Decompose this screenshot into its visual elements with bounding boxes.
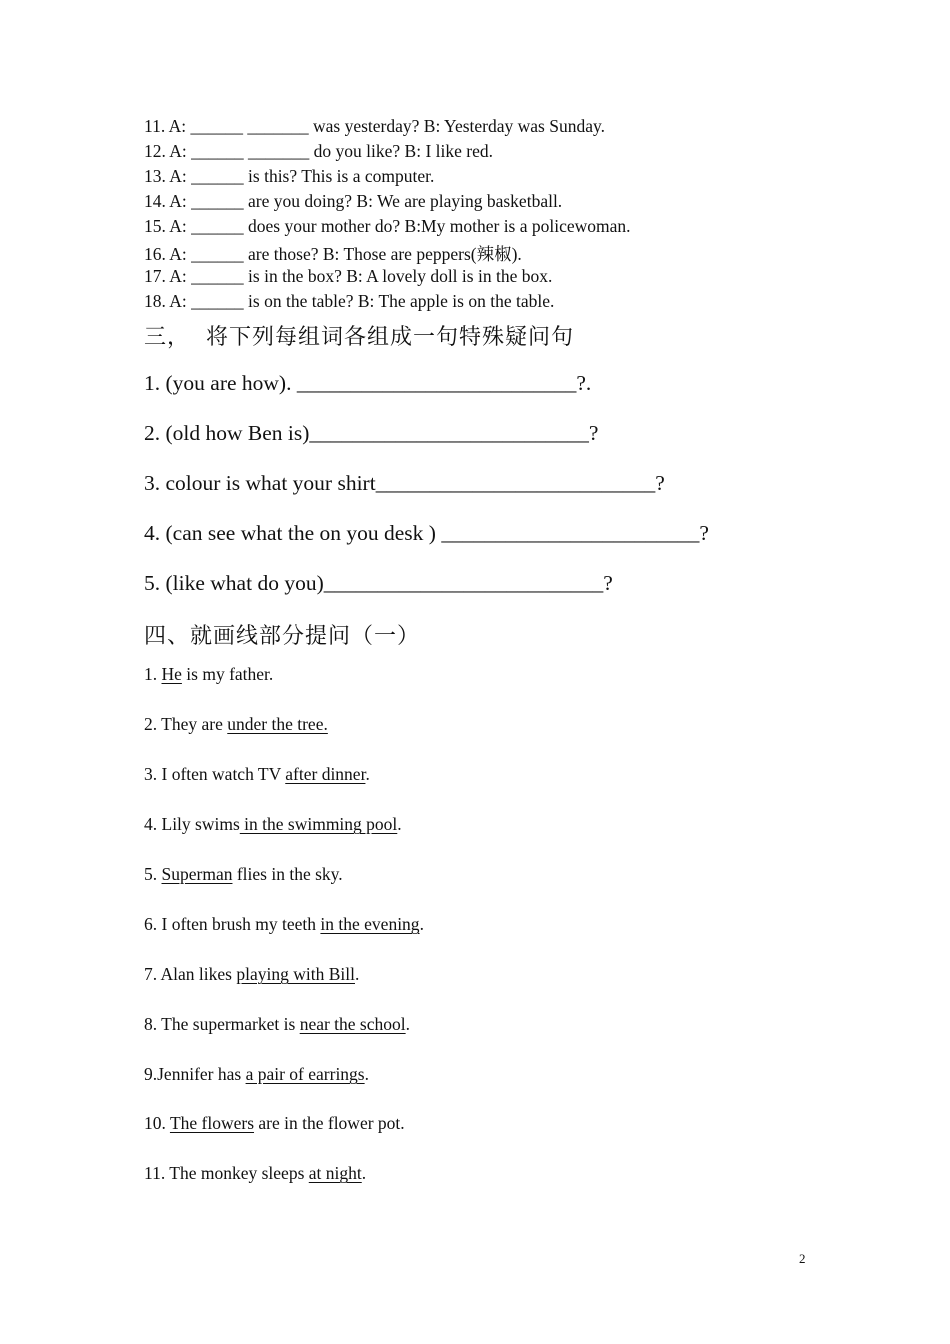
sentence-text: 9.Jennifer has: [144, 1064, 246, 1084]
underline-question-5: [144, 864, 343, 885]
underlined-part: playing with Bill: [236, 964, 355, 984]
sentence-text: 6. I often brush my teeth: [144, 914, 321, 934]
underlined-part: after dinner: [285, 764, 366, 784]
underlined-part: a pair of earrings: [245, 1064, 365, 1084]
underline-question-3: [144, 764, 370, 785]
underline-question-2: [144, 714, 328, 735]
sentence-text: 1.: [144, 664, 162, 684]
sentence-text: 3. I often watch TV: [144, 764, 286, 784]
question-18: 18. A: ______ is on the table? B: The apple is on the table.: [144, 291, 555, 311]
underlined-part: in the evening: [320, 914, 420, 934]
underlined-part: He: [161, 664, 182, 684]
underline-question-1: [144, 664, 273, 685]
reorder-item-5: 5. (like what do you)__________________________?: [144, 571, 613, 595]
reorder-item-2: 2. (old how Ben is)__________________________?: [144, 421, 599, 445]
underline-question-10: [144, 1113, 405, 1134]
section3-heading: 三， 将下列每组词各组成一句特殊疑问句: [144, 325, 574, 350]
section4-heading: 四、就画线部分提问（一）: [144, 624, 421, 649]
question-16: 16. A: ______ are those? B: Those are peppers(辣椒).: [144, 244, 522, 264]
underline-question-7: [144, 964, 359, 985]
reorder-item-1: 1. (you are how). __________________________?.: [144, 371, 592, 395]
reorder-item-3: 3. colour is what your shirt__________________________?: [144, 471, 665, 495]
sentence-text: .: [354, 964, 360, 984]
reorder-item-4: 4. (can see what the on you desk ) ________________________?: [144, 521, 709, 545]
question-13: 13. A: ______ is this? This is a computer.: [144, 166, 435, 186]
underlined-part: in the swimming pool: [239, 814, 398, 834]
question-11: 11. A: ______ _______ was yesterday? B: Yesterday was Sunday.: [144, 116, 605, 136]
question-17: 17. A: ______ is in the box? B: A lovely doll is in the box.: [144, 266, 553, 286]
underline-question-4: [144, 814, 402, 835]
sentence-text: is my father.: [181, 664, 274, 684]
sentence-text: 7. Alan likes: [144, 964, 237, 984]
sentence-text: .: [419, 914, 424, 934]
underlined-part: near the school: [299, 1014, 406, 1034]
sentence-text: .: [397, 814, 402, 834]
sentence-text: 10.: [144, 1113, 170, 1133]
sentence-text: .: [361, 1163, 367, 1183]
underlined-part: Superman: [161, 864, 233, 884]
sentence-text: 8. The supermarket is: [144, 1014, 300, 1034]
underlined-part: under the tree.: [227, 714, 328, 734]
underlined-part: The flowers: [169, 1113, 255, 1133]
sentence-text: 11. The monkey sleeps: [144, 1163, 309, 1183]
question-12: 12. A: ______ _______ do you like? B: I like red.: [144, 141, 493, 161]
sentence-text: 2. They are: [144, 714, 228, 734]
sentence-text: 5.: [144, 864, 162, 884]
sentence-text: .: [365, 764, 370, 784]
sentence-text: 4. Lily swims: [144, 814, 240, 834]
underline-question-9: [144, 1064, 369, 1085]
sentence-text: .: [405, 1014, 410, 1034]
page-number: 2: [799, 1251, 806, 1266]
underlined-part: at night: [308, 1163, 362, 1183]
question-14: 14. A: ______ are you doing? B: We are playing basketball.: [144, 191, 563, 211]
sentence-text: .: [364, 1064, 369, 1084]
question-15: 15. A: ______ does your mother do? B:My mother is a policewoman.: [144, 216, 631, 236]
underline-question-11: [144, 1163, 366, 1184]
underline-question-8: [144, 1014, 410, 1035]
sentence-text: flies in the sky.: [232, 864, 343, 884]
sentence-text: are in the flower pot.: [254, 1113, 405, 1133]
underline-question-6: [144, 914, 424, 935]
